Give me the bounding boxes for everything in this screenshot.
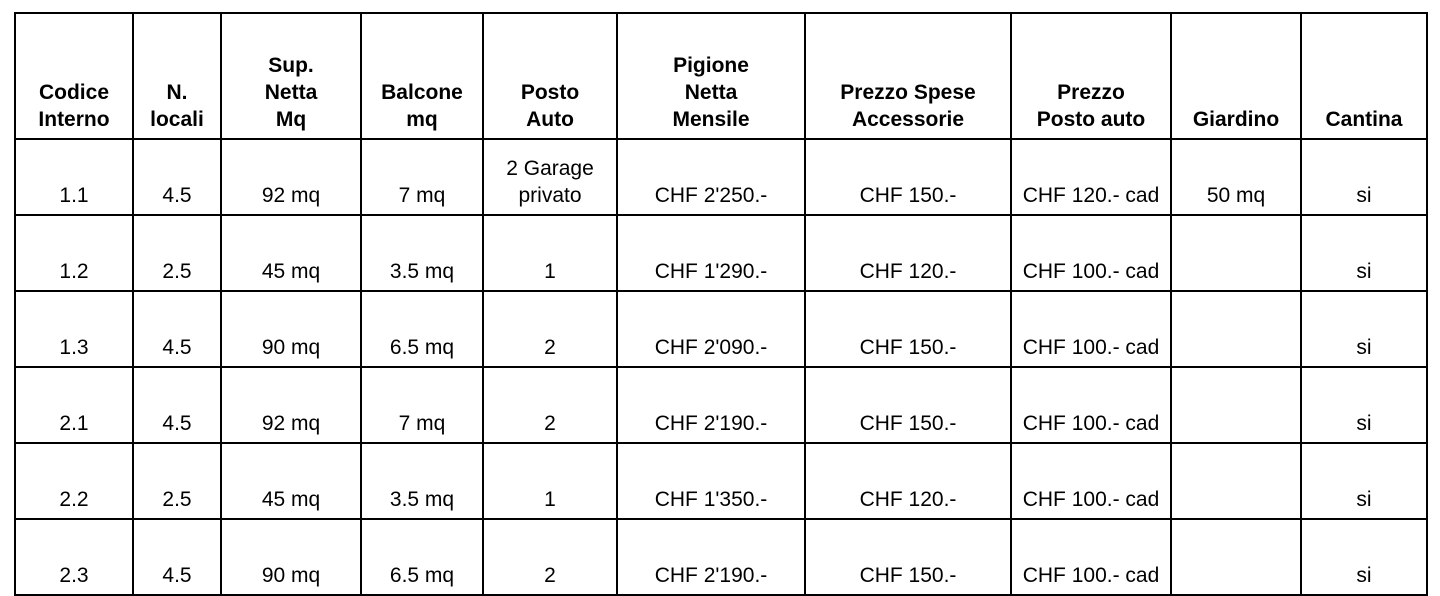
cell-posto-auto (483, 367, 617, 443)
cell-balcone-mq: 6.5 mq (361, 519, 483, 595)
cell-cantina: si (1301, 215, 1427, 291)
cell-posto-auto (483, 519, 617, 595)
cell-line: CHF 100.- (1022, 336, 1120, 360)
cell-line: 1 (544, 260, 556, 284)
cell-cantina: si (1301, 139, 1427, 215)
cell-prezzo-spese-accessorie: CHF 150.- (805, 519, 1011, 595)
cell-codice-interno: 2.1 (15, 367, 133, 443)
table-row (15, 215, 1427, 291)
table-row (15, 367, 1427, 443)
cell-pigione-netta-mensile: CHF 2'250.- (617, 139, 805, 215)
cell-line: CHF 100.- (1022, 260, 1120, 284)
cell-prezzo-spese-accessorie: CHF 150.- (805, 291, 1011, 367)
cell-prezzo-spese-accessorie: CHF 150.- (805, 367, 1011, 443)
cell-cantina: si (1301, 519, 1427, 595)
cell-prezzo-spese-accessorie: CHF 120.- (805, 443, 1011, 519)
cell-line: CHF 100.- (1022, 488, 1120, 512)
column-header-n-locali (133, 13, 221, 139)
header-line: Accessorie (851, 108, 965, 132)
column-header-sup-netta-mq (221, 13, 361, 139)
cell-line: cad (1125, 412, 1160, 436)
header-line: Sup. (268, 54, 314, 78)
cell-sup-netta-mq: 45 mq (221, 215, 361, 291)
cell-line: CHF 120.- (1022, 184, 1120, 208)
cell-line: cad (1125, 184, 1160, 208)
cell-giardino (1171, 291, 1301, 367)
cell-line: 2 (544, 412, 556, 436)
header-line: Prezzo Spese (840, 81, 976, 105)
table-row (15, 519, 1427, 595)
cell-prezzo-posto-auto (1011, 519, 1171, 595)
table-body (15, 139, 1427, 595)
header-line: Mq (275, 108, 307, 132)
column-header-posto-auto (483, 13, 617, 139)
cell-n-locali: 4.5 (133, 139, 221, 215)
cell-line: privato (518, 184, 582, 208)
cell-balcone-mq: 7 mq (361, 139, 483, 215)
cell-sup-netta-mq: 90 mq (221, 291, 361, 367)
cell-sup-netta-mq: 45 mq (221, 443, 361, 519)
column-header-prezzo-spese-accessorie (805, 13, 1011, 139)
header-line: locali (150, 108, 204, 132)
header-line: Cantina (1325, 108, 1403, 132)
column-header-codice-interno (15, 13, 133, 139)
cell-cantina: si (1301, 443, 1427, 519)
cell-line: cad (1125, 488, 1160, 512)
cell-giardino (1171, 519, 1301, 595)
header-line: Pigione (673, 54, 749, 78)
cell-line: CHF 100.- (1022, 412, 1120, 436)
header-line: N. (166, 81, 188, 105)
cell-pigione-netta-mensile: CHF 2'190.- (617, 519, 805, 595)
cell-codice-interno: 1.3 (15, 291, 133, 367)
cell-n-locali: 4.5 (133, 291, 221, 367)
cell-posto-auto (483, 443, 617, 519)
cell-cantina: si (1301, 291, 1427, 367)
table-header (15, 13, 1427, 139)
header-line: mq (406, 108, 438, 132)
cell-giardino: 50 mq (1171, 139, 1301, 215)
cell-pigione-netta-mensile: CHF 1'290.- (617, 215, 805, 291)
cell-pigione-netta-mensile: CHF 2'190.- (617, 367, 805, 443)
cell-codice-interno: 2.3 (15, 519, 133, 595)
header-line: Mensile (672, 108, 750, 132)
cell-line: 2 (544, 564, 556, 588)
column-header-balcone-mq (361, 13, 483, 139)
header-line: Giardino (1192, 108, 1280, 132)
cell-giardino (1171, 215, 1301, 291)
header-line: Netta (684, 81, 738, 105)
cell-prezzo-posto-auto (1011, 139, 1171, 215)
cell-prezzo-posto-auto (1011, 443, 1171, 519)
cell-line: 2 Garage (506, 157, 594, 181)
cell-sup-netta-mq: 90 mq (221, 519, 361, 595)
table-row (15, 291, 1427, 367)
cell-n-locali: 4.5 (133, 519, 221, 595)
cell-codice-interno: 1.2 (15, 215, 133, 291)
table-row (15, 139, 1427, 215)
cell-prezzo-posto-auto (1011, 215, 1171, 291)
cell-pigione-netta-mensile: CHF 1'350.- (617, 443, 805, 519)
header-line: Posto auto (1036, 108, 1146, 132)
header-line: Posto (520, 81, 580, 105)
cell-posto-auto (483, 215, 617, 291)
header-line: Netta (264, 81, 318, 105)
header-line: Prezzo (1057, 81, 1125, 105)
header-line: Codice (38, 81, 109, 105)
cell-balcone-mq: 6.5 mq (361, 291, 483, 367)
cell-line: cad (1125, 336, 1160, 360)
table-row (15, 443, 1427, 519)
cell-posto-auto (483, 139, 617, 215)
header-line: Interno (38, 108, 110, 132)
cell-prezzo-spese-accessorie: CHF 120.- (805, 215, 1011, 291)
cell-n-locali: 2.5 (133, 443, 221, 519)
cell-balcone-mq: 3.5 mq (361, 215, 483, 291)
cell-line: 1 (544, 488, 556, 512)
column-header-cantina (1301, 13, 1427, 139)
cell-prezzo-spese-accessorie: CHF 150.- (805, 139, 1011, 215)
cell-cantina: si (1301, 367, 1427, 443)
cell-giardino (1171, 443, 1301, 519)
cell-n-locali: 4.5 (133, 367, 221, 443)
cell-n-locali: 2.5 (133, 215, 221, 291)
column-header-prezzo-posto-auto (1011, 13, 1171, 139)
cell-pigione-netta-mensile: CHF 2'090.- (617, 291, 805, 367)
cell-line: cad (1125, 564, 1160, 588)
cell-balcone-mq: 7 mq (361, 367, 483, 443)
cell-line: CHF 100.- (1022, 564, 1120, 588)
cell-balcone-mq: 3.5 mq (361, 443, 483, 519)
cell-codice-interno: 1.1 (15, 139, 133, 215)
cell-prezzo-posto-auto (1011, 291, 1171, 367)
cell-posto-auto (483, 291, 617, 367)
cell-sup-netta-mq: 92 mq (221, 367, 361, 443)
apartments-price-table (14, 12, 1428, 596)
cell-codice-interno: 2.2 (15, 443, 133, 519)
cell-prezzo-posto-auto (1011, 367, 1171, 443)
header-line: Balcone (381, 81, 463, 105)
cell-line: cad (1125, 260, 1160, 284)
cell-giardino (1171, 367, 1301, 443)
header-line: Auto (526, 108, 574, 132)
cell-sup-netta-mq: 92 mq (221, 139, 361, 215)
header-row (15, 13, 1427, 139)
cell-line: 2 (544, 336, 556, 360)
column-header-giardino (1171, 13, 1301, 139)
column-header-pigione-netta-mensile (617, 13, 805, 139)
